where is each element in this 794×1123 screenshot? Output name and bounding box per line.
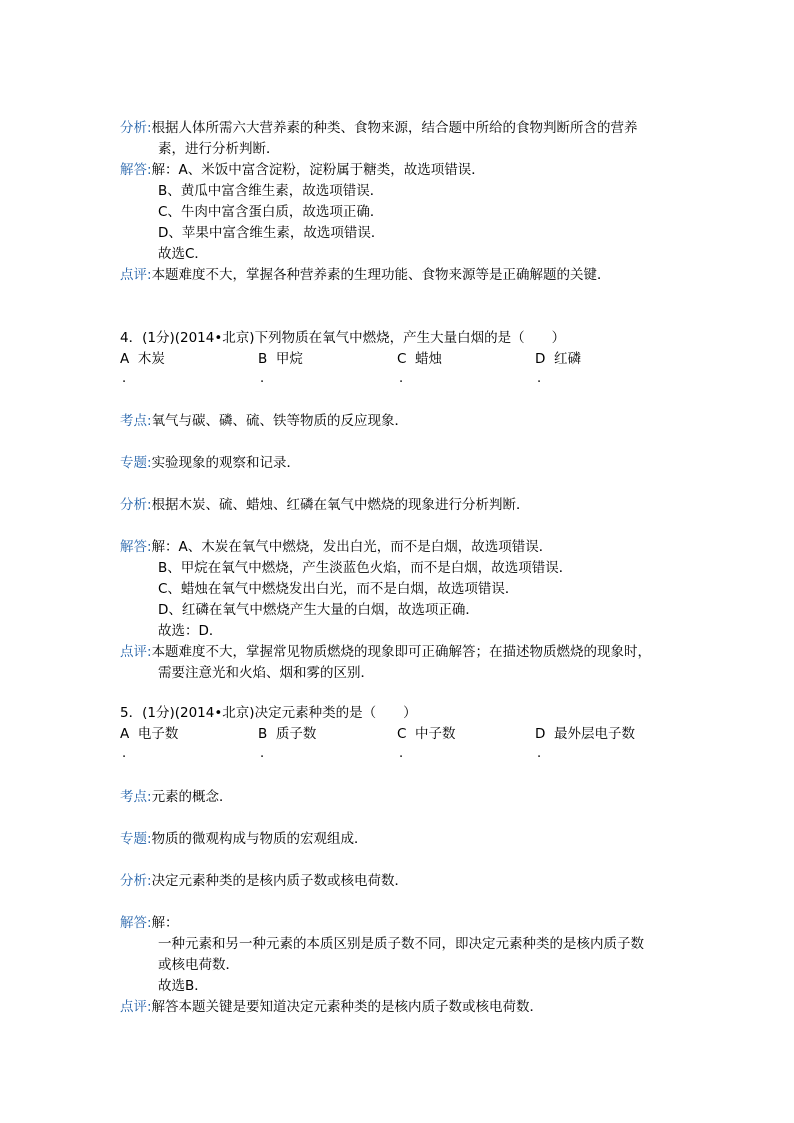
q4-option-a-dot: .	[122, 371, 127, 386]
q5-option-d[interactable]: D 最外层电子数	[535, 726, 635, 742]
q5-answer-line: 或核电荷数．	[158, 957, 239, 973]
test-point-label: 考点:	[120, 413, 152, 429]
q4-topic: 专题:实验现象的观察和记录．	[120, 455, 301, 471]
q4-option-b[interactable]: B 甲烷	[258, 351, 303, 367]
q4-option-d-dot: .	[537, 371, 542, 386]
q4-option-c[interactable]: C 蜡烛	[397, 351, 443, 367]
q4-stem: 4．(1分)(2014•北京)下列物质在氧气中燃烧，产生大量白烟的是（ ）	[120, 330, 566, 346]
q4-answer: 解答:解：A、木炭在氧气中燃烧，发出白光，而不是白烟，故选项错误．	[120, 539, 553, 555]
q5-answer-line: 一种元素和另一种元素的本质区别是质子数不同，即决定元素种类的是核内质子数	[158, 936, 644, 952]
q4-answer-line: B、甲烷在氧气中燃烧，产生淡蓝色火焰，而不是白烟，故选项错误．	[158, 560, 573, 576]
analysis-label: 分析:	[120, 120, 152, 136]
analysis-label: 分析:	[120, 873, 152, 889]
analysis-label: 分析:	[120, 497, 152, 513]
q5-option-c[interactable]: C 中子数	[397, 726, 456, 742]
comment-label: 点评:	[120, 644, 152, 660]
q5-option-a-dot: .	[122, 746, 127, 761]
q4-option-c-dot: .	[399, 371, 404, 386]
q5-option-a[interactable]: A 电子数	[120, 726, 179, 742]
q4-answer-line: D、红磷在氧气中燃烧产生大量的白烟，故选项正确．	[158, 602, 479, 618]
q4-answer-line: 故选：D．	[158, 623, 223, 639]
q3-analysis-cont: 素，进行分析判断．	[158, 141, 280, 157]
q3-answer-line: D、苹果中富含维生素，故选项错误．	[158, 225, 385, 241]
q5-analysis: 分析:决定元素种类的是核内质子数或核电荷数．	[120, 873, 409, 889]
q3-answer-line: C、牛肉中富含蛋白质，故选项正确．	[158, 204, 384, 220]
q4-test-point: 考点:氧气与碳、磷、硫、铁等物质的反应现象．	[120, 413, 409, 429]
q4-option-b-dot: .	[260, 371, 265, 386]
answer-label: 解答:	[120, 162, 152, 178]
comment-label: 点评:	[120, 267, 152, 283]
q5-comment: 点评:解答本题关键是要知道决定元素种类的是核内质子数或核电荷数．	[120, 999, 544, 1015]
q3-answer-line: B、黄瓜中富含维生素，故选项错误．	[158, 183, 384, 199]
q4-option-a[interactable]: A 木炭	[120, 351, 165, 367]
topic-label: 专题:	[120, 455, 152, 471]
q3-answer-line: 故选C．	[158, 246, 208, 262]
q4-analysis: 分析:根据木炭、硫、蜡烛、红磷在氧气中燃烧的现象进行分析判断．	[120, 497, 530, 513]
q4-comment: 点评:本题难度不大，掌握常见物质燃烧的现象即可正确解答；在描述物质燃烧的现象时，	[120, 644, 652, 660]
topic-label: 专题:	[120, 831, 152, 847]
q3-answer: 解答:解：A、米饭中富含淀粉，淀粉属于糖类，故选项错误．	[120, 162, 485, 178]
q3-analysis: 分析:根据人体所需六大营养素的种类、食物来源，结合题中所给的食物判断所含的营养	[120, 120, 638, 136]
q5-option-b-dot: .	[260, 746, 265, 761]
q3-comment: 点评:本题难度不大，掌握各种营养素的生理功能、食物来源等是正确解题的关键．	[120, 267, 611, 283]
answer-label: 解答:	[120, 915, 152, 931]
q5-topic: 专题:物质的微观构成与物质的宏观组成．	[120, 831, 368, 847]
q4-comment-cont: 需要注意光和火焰、烟和雾的区别．	[158, 665, 374, 681]
comment-label: 点评:	[120, 999, 152, 1015]
test-point-label: 考点:	[120, 789, 152, 805]
q5-answer: 解答:解：	[120, 915, 179, 931]
answer-label: 解答:	[120, 539, 152, 555]
q5-answer-line: 故选B．	[158, 978, 208, 994]
q4-answer-line: C、蜡烛在氧气中燃烧发出白光，而不是白烟，故选项错误．	[158, 581, 519, 597]
q4-option-d[interactable]: D 红磷	[535, 351, 581, 367]
q5-option-d-dot: .	[537, 746, 542, 761]
q5-stem: 5．(1分)(2014•北京)决定元素种类的是（ ）	[120, 705, 417, 721]
q5-test-point: 考点:元素的概念．	[120, 789, 233, 805]
q5-option-b[interactable]: B 质子数	[258, 726, 317, 742]
q5-option-c-dot: .	[399, 746, 404, 761]
